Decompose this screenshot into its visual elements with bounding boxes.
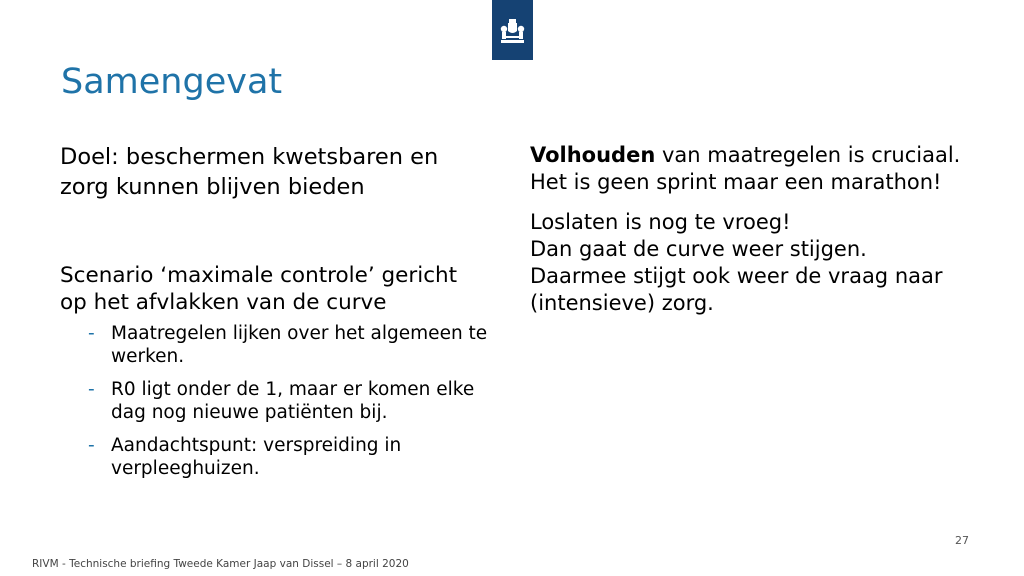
bullet-text: Aandachtspunt: verspreiding in verpleeghuizen.	[111, 435, 402, 479]
right-column	[530, 142, 980, 330]
persevere-text	[530, 142, 980, 196]
persevere-emphasis: Volhouden	[530, 143, 656, 167]
bullet-marker: -	[88, 323, 95, 344]
left-column	[60, 142, 490, 490]
release-line: Dan gaat de curve weer stijgen.	[530, 237, 867, 261]
bullet-marker: -	[88, 379, 95, 400]
slide-title: Samengevat	[61, 62, 283, 102]
bullet-marker: -	[88, 435, 95, 456]
release-text	[530, 209, 980, 317]
goal-text: Doel: beschermen kwetsbaren en zorg kunnen blijven bieden	[60, 144, 439, 200]
bullet-text: R0 ligt onder de 1, maar er komen elke dag nog nieuwe patiënten bij.	[111, 379, 475, 423]
footer-text: RIVM - Technische briefing Tweede Kamer Jaap van Dissel – 8 april 2020	[32, 558, 409, 570]
coat-of-arms-icon	[492, 0, 533, 60]
page-number: 27	[955, 534, 969, 547]
bullet-list	[60, 322, 490, 480]
release-line: Daarmee stijgt ook weer de vraag naar (intensieve) zorg.	[530, 264, 943, 315]
scenario-text: Scenario ‘maximale controle’ gericht op het afvlakken van de curve	[60, 263, 458, 315]
release-line: Loslaten is nog te vroeg!	[530, 210, 791, 234]
list-item	[88, 434, 490, 480]
list-item	[88, 322, 490, 368]
persevere-rest: van maatregelen is cruciaal. Het is geen sprint maar een marathon!	[530, 143, 961, 194]
rijksoverheid-logo	[492, 0, 533, 60]
list-item	[88, 378, 490, 424]
bullet-text: Maatregelen lijken over het algemeen te werken.	[111, 323, 488, 367]
